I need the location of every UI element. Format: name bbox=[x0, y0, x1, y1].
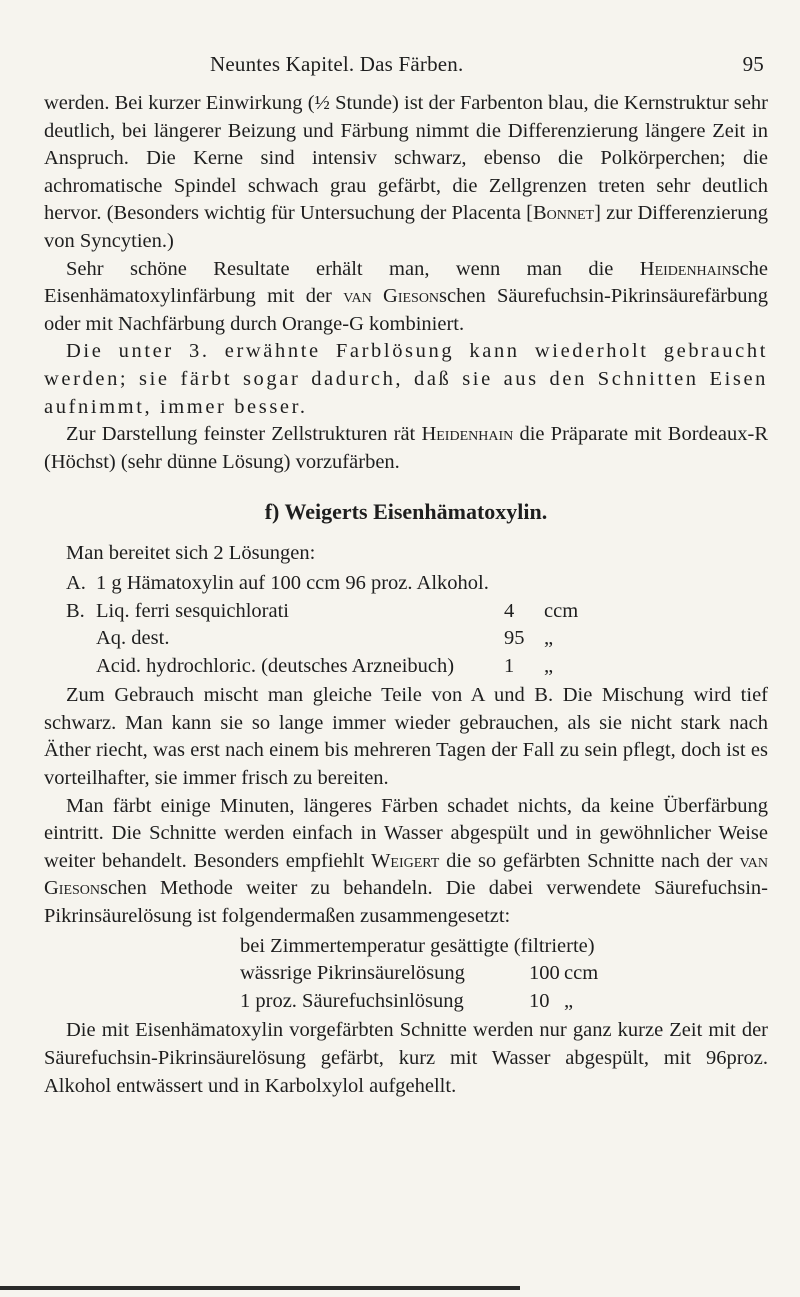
paragraph-text: Sehr schöne Resultate erhält man, wenn man die bbox=[66, 257, 640, 280]
recipe-label: B. bbox=[66, 599, 85, 622]
paragraph-text: Man färbt einige Minuten, längeres Färben schadet nichts, da keine Überfärbung eintritt. Die Schnitte werden einfach in Wasser abgespült und in gewöhnlicher Weise weiter behandelt. Besonders empfiehlt bbox=[44, 794, 768, 872]
author-name: Bonnet bbox=[532, 202, 595, 225]
page-number: 95 bbox=[742, 52, 764, 76]
paragraph-spaced: Die unter 3. erwähnte Farblösung kann wiederholt gebraucht werden; sie färbt sogar dadurch, daß sie aus den Schnitten Eisen aufnimmt, immer besser. bbox=[44, 340, 768, 418]
recipe-qty: 100 bbox=[529, 962, 560, 985]
recipe-text: bei Zimmertemperatur gesättigte (filtrierte) bbox=[240, 934, 595, 957]
author-name: van Gieson bbox=[44, 849, 768, 900]
recipe-row bbox=[44, 598, 768, 626]
paragraph bbox=[44, 793, 768, 931]
recipe-unit: ccm bbox=[544, 599, 579, 622]
recipe-text: Acid. hydrochloric. (deutsches Arzneibuch) bbox=[96, 654, 455, 677]
recipe-list bbox=[44, 933, 768, 1016]
recipe-unit: „ bbox=[544, 627, 554, 650]
paragraph: Man bereitet sich 2 Lösungen: bbox=[66, 542, 316, 565]
recipe-row bbox=[44, 988, 768, 1016]
recipe-list bbox=[44, 570, 768, 680]
recipe-unit: „ bbox=[544, 654, 554, 677]
paragraph-text: ] zur Differenzierung von Syncytien.) bbox=[44, 202, 769, 252]
author-name: van Gieson bbox=[343, 285, 440, 308]
paragraph-text: Zur Darstellung feinster Zellstrukturen rät bbox=[66, 423, 422, 446]
paragraph-text: werden. Bei kurzer Einwirkung (½ Stunde) ist der Farbenton blau, die Kernstruktur sehr deutlich, bei längerer Beizung und Färbung nimmt die Differenzierung längere Zeit in Anspruch. Die Kerne sind intensiv schwarz, ebenso die Polkörperchen; die achromatische Spindel schwach grau gefärbt, die Zellgrenzen treten sehr deutlich hervor. (Besonders wichtig für Untersuchung der Placenta [ bbox=[44, 92, 768, 225]
paragraph-text: sche Eisenhämatoxylinfärbung mit der bbox=[44, 257, 768, 308]
recipe-text: Liq. ferri sesquichlorati bbox=[96, 599, 289, 622]
recipe-row bbox=[44, 933, 768, 961]
paragraph: Die mit Eisenhämatoxylin vorgefärbten Schnitte werden nur ganz kurze Zeit mit der Säurefuchsin-Pikrinsäurelösung gefärbt, kurz mit Wasser abgespült, mit 96proz. Alkohol entwässert und in Karbolxylol aufgehellt. bbox=[44, 1019, 768, 1097]
recipe-qty: 1 bbox=[504, 654, 515, 677]
recipe-qty: 10 bbox=[529, 989, 550, 1012]
recipe-text: wässrige Pikrinsäurelösung bbox=[240, 962, 465, 985]
paragraph-text: die Präparate mit Bordeaux-R (Höchst) (sehr dünne Lösung) vorzufärben. bbox=[44, 423, 769, 473]
page-body bbox=[44, 90, 768, 1100]
author-name: Heidenhain bbox=[421, 423, 514, 446]
running-title: Neuntes Kapitel. Das Färben. bbox=[210, 52, 464, 76]
section-heading: f) Weigerts Eisenhämatoxylin. bbox=[264, 499, 548, 525]
recipe-row bbox=[44, 570, 768, 598]
recipe-label: A. bbox=[66, 571, 86, 594]
recipe-row bbox=[44, 625, 768, 653]
recipe-text: 1 g Hämatoxylin auf 100 ccm 96 proz. Alkohol. bbox=[96, 571, 489, 594]
paragraph bbox=[44, 256, 768, 339]
recipe-text: Aq. dest. bbox=[96, 627, 170, 650]
recipe-unit: ccm bbox=[564, 962, 599, 985]
paragraph-text: schen Säurefuchsin-Pikrinsäurefärbung oder mit Nachfärbung durch Orange-G kombiniert. bbox=[44, 285, 768, 335]
paragraph bbox=[44, 421, 768, 476]
recipe-row bbox=[44, 653, 768, 681]
recipe-text: 1 proz. Säurefuchsinlösung bbox=[240, 989, 464, 1012]
paragraph: Zum Gebrauch mischt man gleiche Teile von A und B. Die Mischung wird tief schwarz. Man kann sie so lange immer wieder gebrauchen, als sie nicht stark nach Äther riecht, was erst nach einem bis mehreren Tagen der Fall zu sein pflegt, doch ist es vorteilhafter, sie immer frisch zu bereiten. bbox=[44, 684, 768, 790]
bottom-rule bbox=[0, 1286, 520, 1290]
paragraph-text: schen Methode weiter zu behandeln. Die dabei verwendete Säurefuchsin-Pikrinsäurelösung ist folgendermaßen zusammengesetzt: bbox=[44, 877, 768, 928]
author-name: Weigert bbox=[371, 849, 440, 872]
recipe-row bbox=[44, 960, 768, 988]
paragraph-text: die so gefärbten Schnitte nach der bbox=[439, 849, 740, 872]
author-name: Heidenhain bbox=[639, 257, 732, 280]
paragraph bbox=[44, 90, 768, 256]
recipe-qty: 95 bbox=[504, 627, 525, 650]
recipe-unit: „ bbox=[564, 989, 574, 1012]
recipe-qty: 4 bbox=[504, 599, 515, 622]
